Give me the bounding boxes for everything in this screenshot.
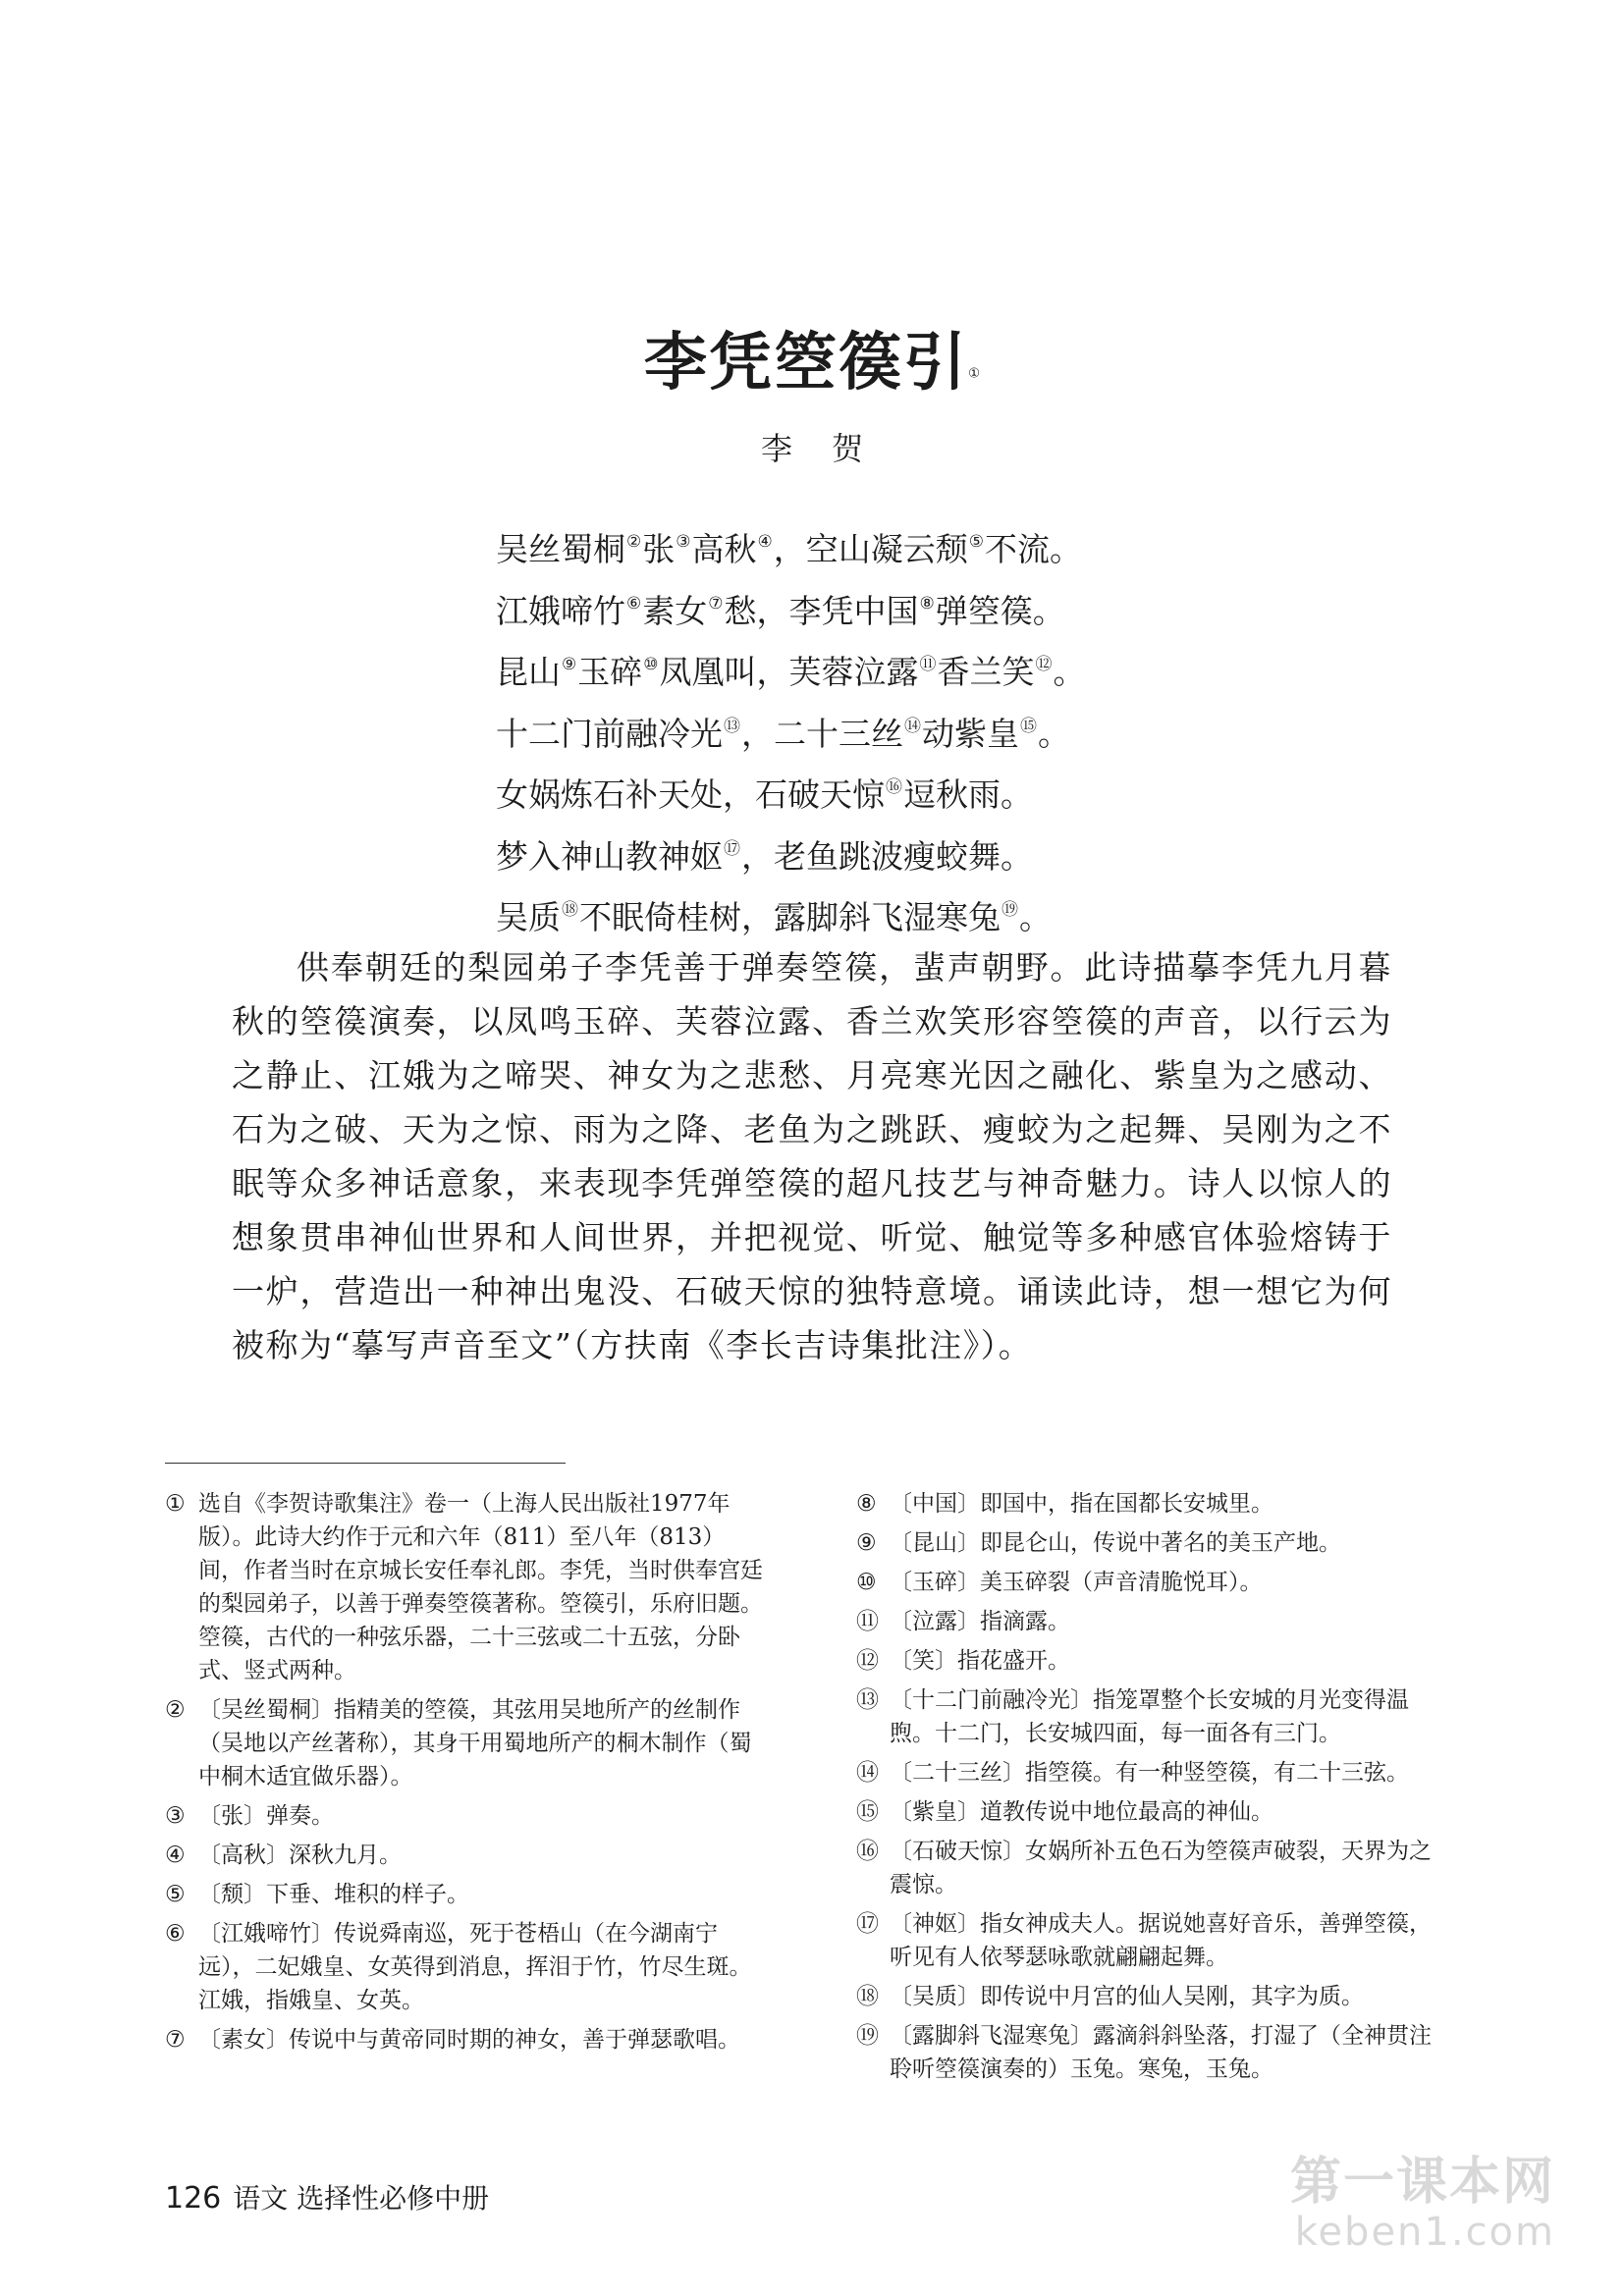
footnote-item [165,1693,766,1793]
footnote-text: 〔十二门前融冷光〕指笼罩整个长安城的月光变得温煦。十二门，长安城四面，每一面各有三门。 [890,1687,1409,1746]
footnote-item [165,1487,766,1687]
poem-body [496,515,1183,945]
footnote-number: ⑦ [165,2027,186,2053]
footnote-item [165,1878,766,1911]
watermark-url: keben1.com [1294,2210,1555,2255]
book-title: 语文 选择性必修中册 [233,2182,490,2215]
poem-line [496,515,1183,577]
footnote-text: 〔笑〕指花盛开。 [890,1648,1070,1674]
poem-text: 。 [1053,653,1086,691]
footnote-divider [165,1463,566,1464]
footnote-number: ⑩ [856,1570,877,1595]
footnote-number: ⑱ [856,1984,879,2009]
footnote-item [165,1839,766,1872]
poem-text: 。 [1019,898,1052,936]
poem-text: 愁，李凭中国 [724,591,919,630]
poem-text: 梦入神山教神妪 [496,836,723,876]
footnote-text: 〔吴质〕即传说中月宫的仙人吴刚，其字为质。 [890,1984,1364,2009]
poem-text: 高秋 [691,530,757,568]
poem-text: 昆山 [496,653,561,691]
poem-text: 吴质 [496,898,561,936]
footnote-marker: ⑯ [886,777,902,797]
footnote-text: 〔二十三丝〕指箜篌。有一种竖箜篌，有二十三弦。 [890,1760,1409,1786]
footnote-item [165,1917,766,2017]
introduction [232,940,1392,1372]
footnote-number: ⑭ [856,1760,879,1786]
poem-line [496,700,1183,762]
footnote-item [856,1605,1453,1638]
introduction-paragraph: 供奉朝廷的梨园弟子李凭善于弹奏箜篌，蜚声朝野。此诗描摹李凭九月暮秋的箜篌演奏，以凤鸣玉碎、芙蓉泣露、香兰欢笑形容箜篌的声音，以行云为之静止、江娥为之啼哭、神女为之悲愁、月亮寒光因之融化、紫皇为之感动、石为之破、天为之惊、雨为之降、老鱼为之跳跃、瘦蛟为之起舞、吴刚为之不眠等众多神话意象，来表现李凭弹箜篌的超凡技艺与神奇魅力。诗人以惊人的想象贯串神仙世界和人间世界，并把视觉、听觉、触觉等多种感官体验熔铸于一炉，营造出一种神出鬼没、石破天惊的独特意境。诵读此诗，想一想它为何被称为“摹写声音至文”（方扶南《李长吉诗集批注》）。 [232,948,1392,1364]
footnotes-right-column [856,1487,1453,2092]
poem-line [496,577,1183,639]
footnote-item [856,1683,1453,1750]
footnote-text: 〔颓〕下垂、堆积的样子。 [198,1882,469,1907]
poem-line [496,883,1183,945]
footnote-marker: ⑨ [562,655,577,674]
footnote-text: 〔张〕弹奏。 [198,1803,334,1829]
footnote-marker: ⑱ [562,900,578,920]
footnote-number: ⑰ [856,1911,879,1937]
watermark-text: 第一课本网 [1289,2153,1555,2212]
poem-text: 素女 [642,591,708,630]
footnote-marker: ④ [757,532,773,552]
poem-text: 张 [642,530,676,568]
footnote-item [856,1526,1453,1560]
footnote-item [165,2023,766,2056]
watermark [1290,2140,1555,2255]
poem-text: 十二门前融冷光 [496,714,723,753]
poem-text: 。 [1038,714,1070,753]
poem-text: ，空山凝云颓 [773,530,968,568]
footnote-number: ⑧ [856,1491,877,1517]
poem-text: 不流。 [985,530,1082,568]
footnote-number: ⑨ [856,1530,877,1556]
footnote-text: 〔露脚斜飞湿寒兔〕露滴斜斜坠落，打湿了（全神贯注聆听箜篌演奏的）玉兔。寒兔，玉兔。 [890,2023,1432,2082]
footnote-marker: ⑧ [919,593,935,614]
footnote-marker: ② [626,532,642,552]
footnote-item [856,1644,1453,1678]
footnote-text: 〔昆山〕即昆仑山，传说中著名的美玉产地。 [890,1530,1341,1556]
footnote-number: ① [165,1491,186,1517]
poem-text: 女娲炼石补天处，石破天惊 [496,775,885,814]
footnote-number: ⑮ [856,1799,879,1825]
poem-text: ，二十三丝 [741,714,903,753]
footnote-item [856,1487,1453,1521]
footnote-number: ⑯ [856,1839,879,1864]
footnote-item [856,1566,1453,1599]
poem-title: 李凭箜篌引 [644,327,969,400]
footnote-text: 〔紫皇〕道教传说中地位最高的神仙。 [890,1799,1273,1825]
footnote-text: 〔江娥啼竹〕传说舜南巡，死于苍梧山（在今湖南宁远），二妃娥皇、女英得到消息，挥泪于竹，竹尽生斑。江娥，指娥皇、女英。 [198,1921,752,2013]
page-number: 126 [165,2181,222,2216]
footnote-text: 〔中国〕即国中，指在国都长安城里。 [890,1491,1273,1517]
footnote-number: ③ [165,1803,186,1829]
page-footer [165,2177,489,2216]
footnote-marker: ⑦ [708,593,724,614]
footnote-number: ⑫ [856,1648,879,1674]
footnote-number: ⑬ [856,1687,879,1713]
footnote-item [856,2019,1453,2086]
footnote-text: 〔石破天惊〕女娲所补五色石为箜篌声破裂，天界为之震惊。 [890,1839,1432,1897]
footnote-text: 〔玉碎〕美玉碎裂（声音清脆悦耳）。 [890,1570,1263,1595]
footnote-item [856,1795,1453,1829]
author: 李贺 [760,430,902,467]
footnotes-left-column [165,1487,766,2062]
footnote-item [165,1799,766,1833]
poem-text: 动紫皇 [922,714,1019,753]
footnote-number: ⑪ [856,1609,879,1634]
footnote-item [856,1756,1453,1789]
title-block [0,312,1624,402]
footnote-marker: ⑮ [1020,716,1037,736]
title-footnote-marker: ① [968,366,980,382]
footnote-marker: ⑰ [724,838,740,859]
poem-text: 吴丝蜀桐 [496,530,625,568]
footnote-marker: ⑪ [919,655,937,674]
footnote-marker: ⑲ [1001,900,1018,920]
poem-line [496,761,1183,823]
footnote-item [856,1980,1453,2013]
footnote-text: 〔素女〕传说中与黄帝同时期的神女，善于弹瑟歌唱。 [198,2027,740,2053]
footnote-number: ⑲ [856,2023,879,2049]
footnote-text: 〔高秋〕深秋九月。 [198,1842,402,1868]
footnote-text: 选自《李贺诗歌集注》卷一（上海人民出版社1977年版）。此诗大约作于元和六年（811）至八年（813）间，作者当时在京城长安任奉礼郎。李凭，当时供奉宫廷的梨园弟子，以善于弹奏箜篌著称。箜篌引，乐府旧题。箜篌，古代的一种弦乐器，二十三弦或二十五弦，分卧式、竖式两种。 [198,1491,763,1683]
footnote-number: ⑤ [165,1882,186,1907]
footnote-number: ④ [165,1842,186,1868]
footnote-item [856,1907,1453,1974]
poem-line [496,823,1183,884]
poem-text: ，老鱼跳波瘦蛟舞。 [741,836,1033,876]
poem-text: 江娥啼竹 [496,591,625,630]
poem-text: 弹箜篌。 [935,591,1065,630]
footnote-item [856,1835,1453,1901]
poem-line [496,638,1183,700]
footnote-marker: ⑩ [643,655,659,674]
poem-text: 香兰笑 [937,653,1035,691]
poem-text: 不眠倚桂树，露脚斜飞湿寒兔 [579,898,1001,936]
footnote-marker: ⑭ [904,716,921,736]
poem-text: 凤凰叫，芙蓉泣露 [659,653,919,691]
footnote-number: ② [165,1697,186,1723]
poem-text: 逗秋雨。 [903,775,1033,814]
footnote-marker: ⑥ [626,593,642,614]
poem-text: 玉碎 [577,653,643,691]
footnote-number: ⑥ [165,1921,186,1947]
footnote-text: 〔神妪〕指女神成夫人。据说她喜好音乐，善弹箜篌，听见有人依琴瑟咏歌就翩翩起舞。 [890,1911,1432,1970]
footnote-text: 〔吴丝蜀桐〕指精美的箜篌，其弦用吴地所产的丝制作（吴地以产丝著称），其身干用蜀地所产的桐木制作（蜀中桐木适宜做乐器）。 [198,1697,752,1789]
footnote-marker: ⑤ [968,532,984,552]
footnote-marker: ③ [676,532,691,552]
footnote-text: 〔泣露〕指滴露。 [890,1609,1070,1634]
footnote-marker: ⑬ [724,716,740,736]
footnote-marker: ⑫ [1035,655,1053,674]
